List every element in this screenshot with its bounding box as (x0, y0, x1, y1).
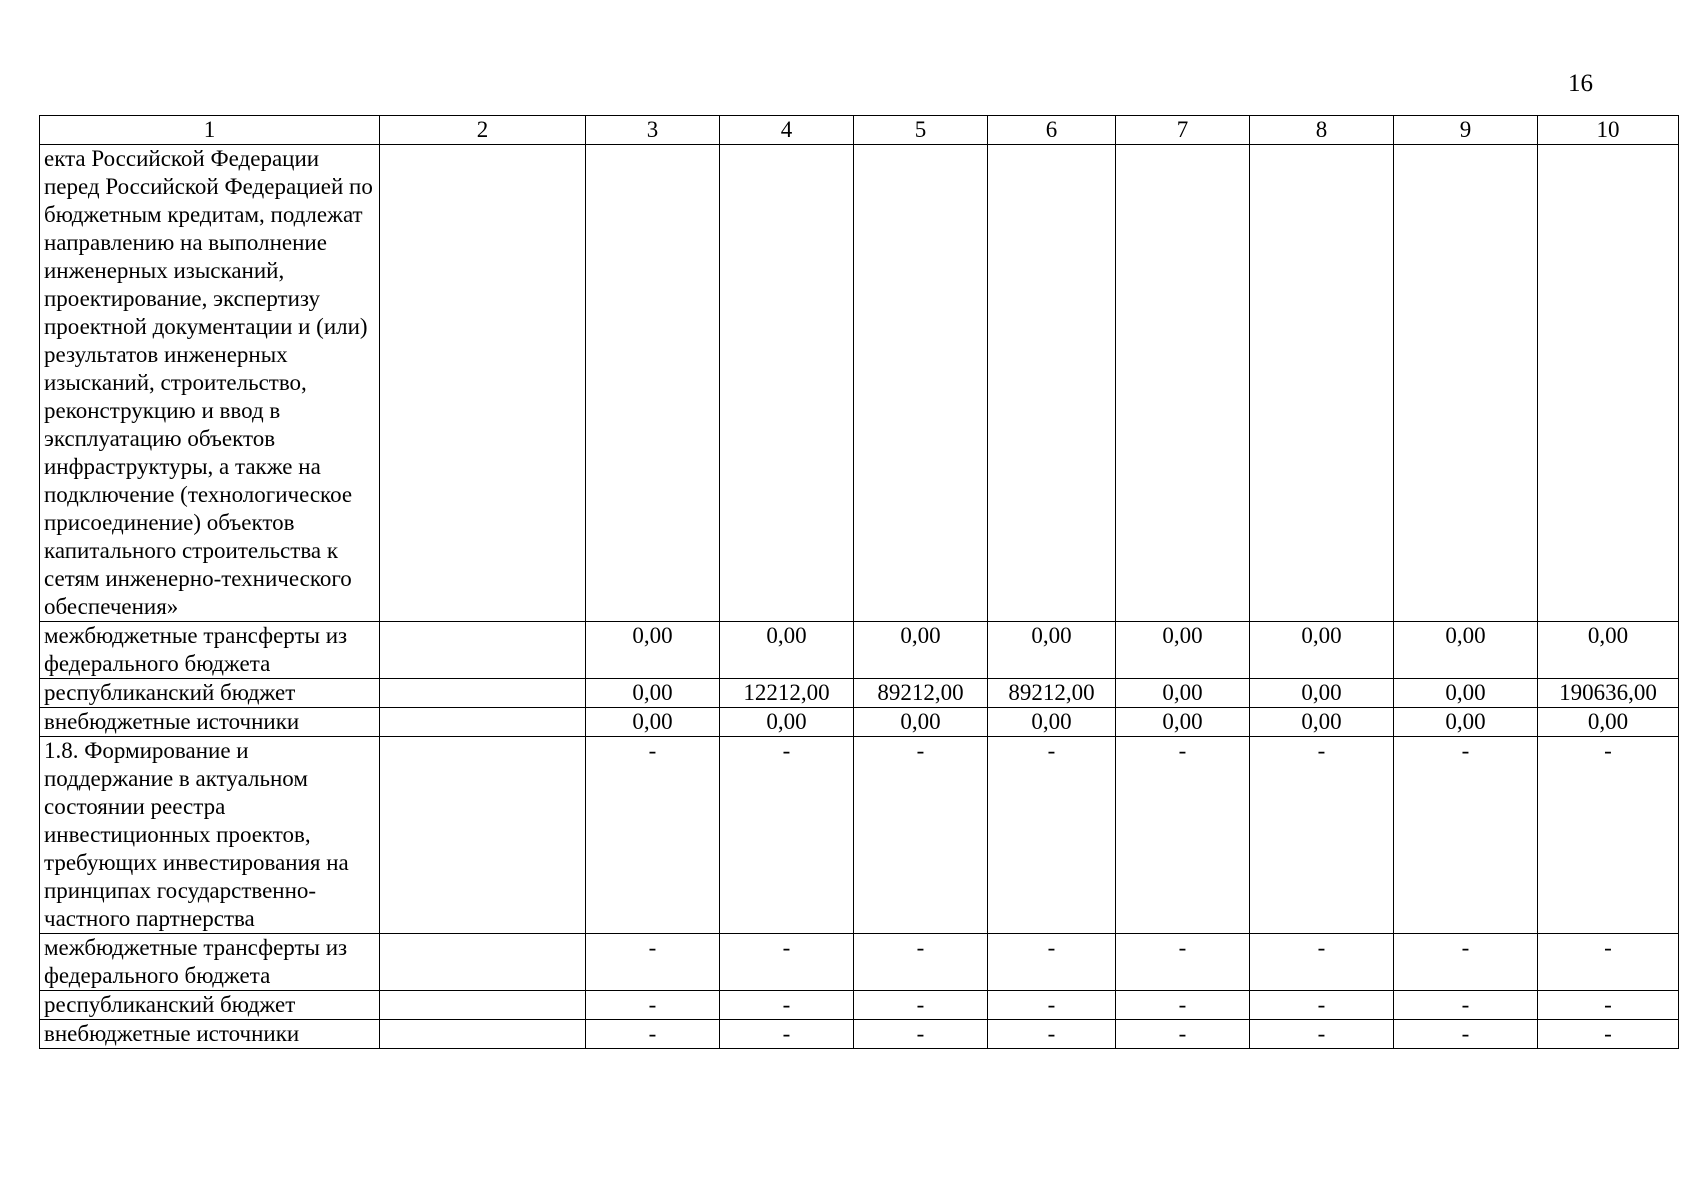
table-cell: 89212,00 (854, 679, 988, 708)
table-cell: 0,00 (1250, 622, 1394, 679)
table-cell: - (586, 1020, 720, 1049)
column-header: 4 (720, 116, 854, 145)
table-cell (380, 991, 586, 1020)
table-cell: - (720, 991, 854, 1020)
table-cell: - (1394, 934, 1538, 991)
table-cell: 0,00 (1116, 679, 1250, 708)
table-cell: - (854, 1020, 988, 1049)
table-cell: - (1394, 737, 1538, 934)
column-header: 7 (1116, 116, 1250, 145)
table-cell: - (988, 991, 1116, 1020)
table-cell: - (988, 934, 1116, 991)
table-cell: 0,00 (720, 622, 854, 679)
table-cell: - (854, 934, 988, 991)
table-cell: 0,00 (988, 708, 1116, 737)
table-cell (380, 737, 586, 934)
table-cell: - (988, 737, 1116, 934)
column-header: 1 (40, 116, 380, 145)
table-row (40, 708, 1679, 737)
table-cell: - (854, 737, 988, 934)
table-cell (380, 622, 586, 679)
table-cell: - (1394, 991, 1538, 1020)
table-cell: 0,00 (854, 622, 988, 679)
table-cell: 0,00 (1538, 622, 1679, 679)
row-label: 1.8. Формирование и поддержание в актуальном состоянии реестра инвестиционных проектов, требующих инвестирования на принципах государственно-частного партнерства (40, 737, 380, 934)
row-label: екта Российской Федерации перед Российской Федерацией по бюджетным кредитам, подлежат направлению на выполнение инженерных изысканий, проектирование, экспертизу проектной документации и (или) результатов инженерных изысканий, строительство, реконструкцию и ввод в эксплуатацию объектов инфраструктуры, а также на подключение (технологическое присоединение) объектов капитального строительства к сетям инженерно-технического обеспечения» (40, 145, 380, 622)
table-cell: - (1250, 737, 1394, 934)
table-cell: 0,00 (854, 708, 988, 737)
table-cell: - (586, 737, 720, 934)
table-cell: - (1394, 1020, 1538, 1049)
table-cell (854, 145, 988, 622)
table-cell: 0,00 (1116, 622, 1250, 679)
table-cell (988, 145, 1116, 622)
table-cell (1394, 145, 1538, 622)
table-row (40, 934, 1679, 991)
row-label: внебюджетные источники (40, 708, 380, 737)
column-header: 10 (1538, 116, 1679, 145)
table-row (40, 991, 1679, 1020)
table-cell (1116, 145, 1250, 622)
table-cell (586, 145, 720, 622)
table-cell: 0,00 (1250, 708, 1394, 737)
table-cell: - (1538, 991, 1679, 1020)
table-cell: 0,00 (1116, 708, 1250, 737)
table-cell (1250, 145, 1394, 622)
table-cell: - (1538, 1020, 1679, 1049)
column-header: 2 (380, 116, 586, 145)
table-cell (380, 708, 586, 737)
column-header: 8 (1250, 116, 1394, 145)
table-cell: 0,00 (720, 708, 854, 737)
row-label: межбюджетные трансферты из федерального бюджета (40, 622, 380, 679)
row-label: внебюджетные источники (40, 1020, 380, 1049)
table-row (40, 145, 1679, 622)
table-cell: - (1116, 737, 1250, 934)
table-cell (720, 145, 854, 622)
table-cell: 0,00 (1538, 708, 1679, 737)
table-cell: - (1116, 991, 1250, 1020)
table-cell: - (1250, 934, 1394, 991)
table-cell: - (720, 1020, 854, 1049)
table-cell: 0,00 (586, 622, 720, 679)
column-header: 3 (586, 116, 720, 145)
table-cell: - (854, 991, 988, 1020)
table-cell: - (1250, 991, 1394, 1020)
table-cell: 190636,00 (1538, 679, 1679, 708)
table-cell: - (1538, 934, 1679, 991)
table-cell: 12212,00 (720, 679, 854, 708)
table-cell: - (720, 737, 854, 934)
table-row (40, 622, 1679, 679)
table-cell: 0,00 (1250, 679, 1394, 708)
table-row (40, 737, 1679, 934)
table-cell (380, 145, 586, 622)
table-cell: 0,00 (988, 622, 1116, 679)
table-row (40, 1020, 1679, 1049)
table-cell: 0,00 (1394, 679, 1538, 708)
table-cell: - (1116, 1020, 1250, 1049)
table-cell (380, 1020, 586, 1049)
row-label: республиканский бюджет (40, 991, 380, 1020)
table-cell: 89212,00 (988, 679, 1116, 708)
header-row (40, 116, 1679, 145)
column-header: 9 (1394, 116, 1538, 145)
table-cell: 0,00 (1394, 708, 1538, 737)
table-cell (380, 679, 586, 708)
page-number: 16 (1568, 70, 1593, 97)
table-row (40, 679, 1679, 708)
budget-table (39, 115, 1679, 1049)
table-cell: 0,00 (586, 708, 720, 737)
column-header: 6 (988, 116, 1116, 145)
table-cell: - (586, 991, 720, 1020)
table-cell: 0,00 (586, 679, 720, 708)
table-cell: - (1116, 934, 1250, 991)
table-cell: - (720, 934, 854, 991)
table-cell: - (586, 934, 720, 991)
table-cell: - (1250, 1020, 1394, 1049)
row-label: республиканский бюджет (40, 679, 380, 708)
table-cell: - (1538, 737, 1679, 934)
column-header: 5 (854, 116, 988, 145)
table-cell (1538, 145, 1679, 622)
table-cell (380, 934, 586, 991)
row-label: межбюджетные трансферты из федерального бюджета (40, 934, 380, 991)
table-cell: 0,00 (1394, 622, 1538, 679)
table-cell: - (988, 1020, 1116, 1049)
